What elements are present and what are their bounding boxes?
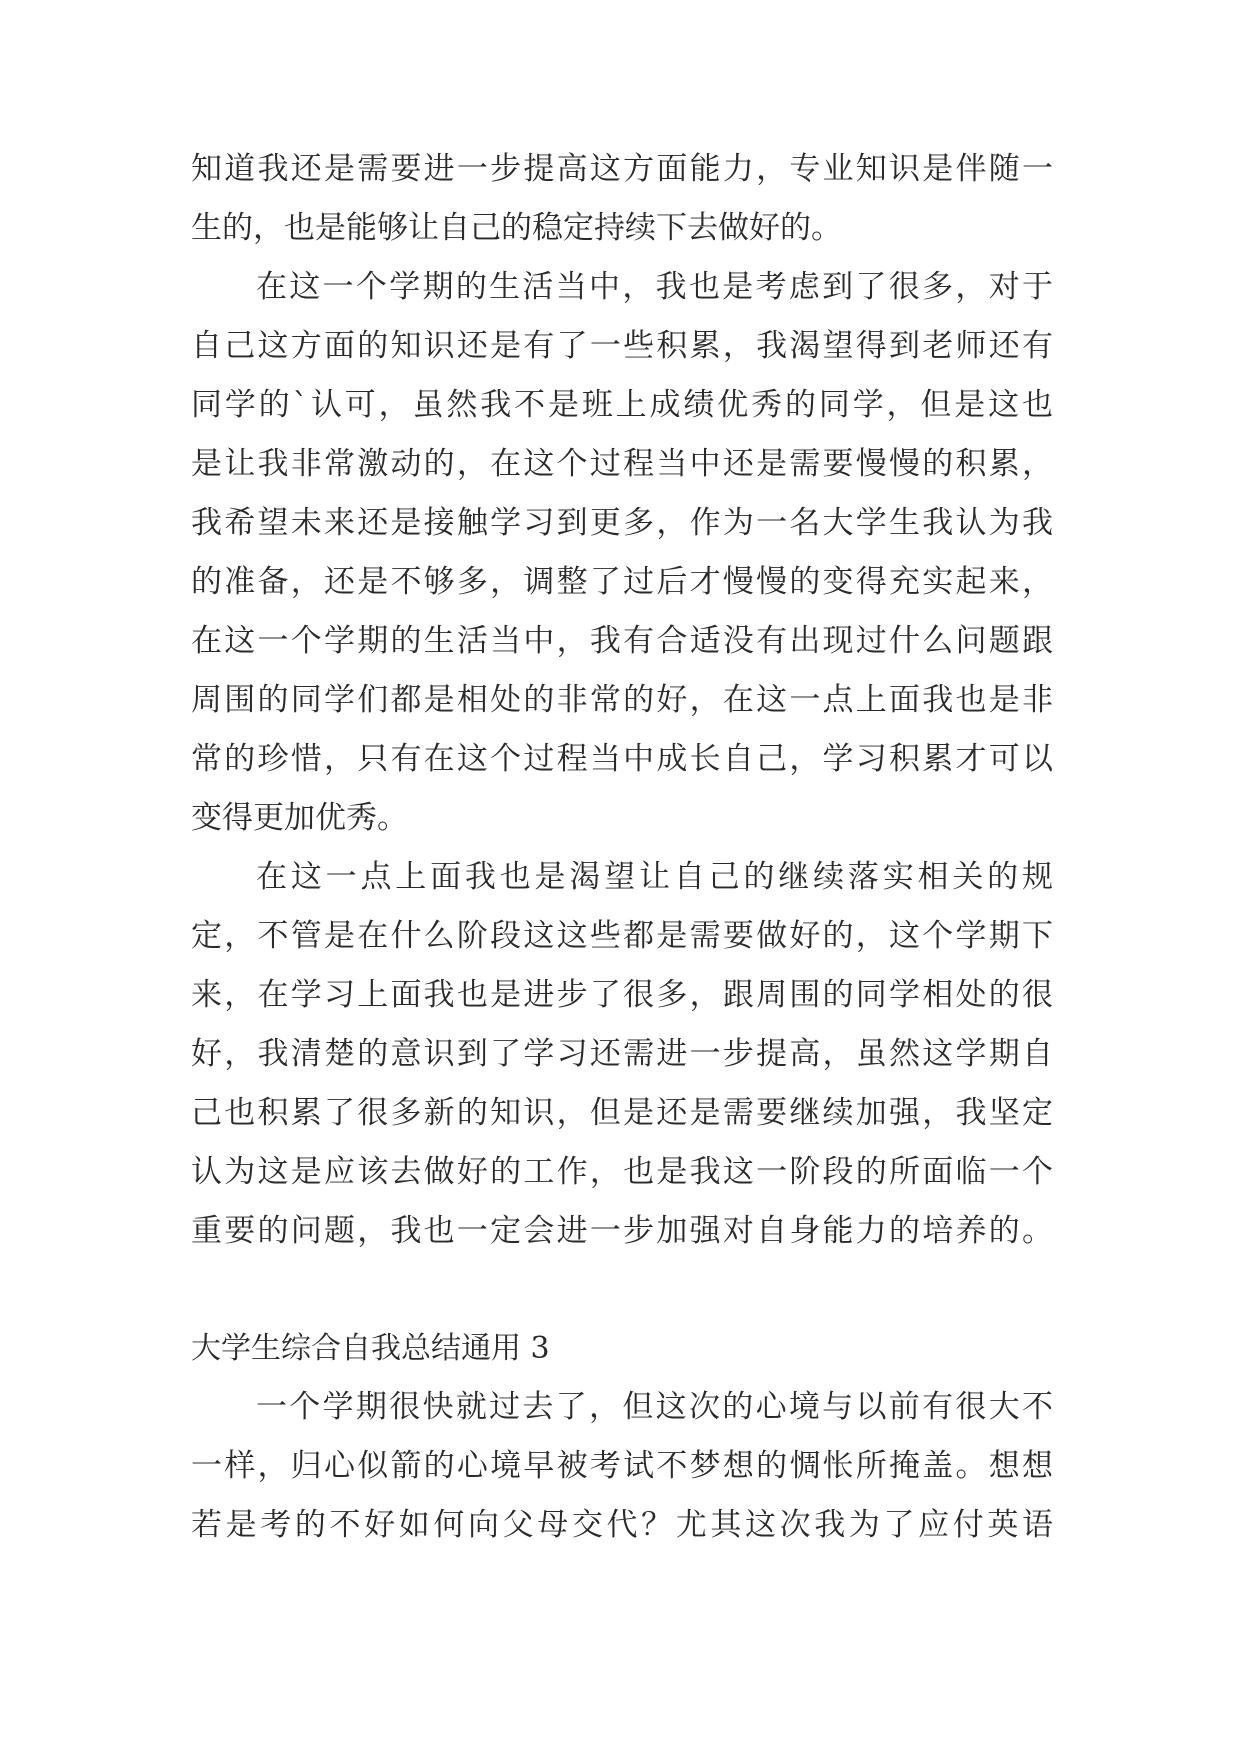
text-line: 若是考的不好如何向父母交代？尤其这次我为了应付英语 [191, 1507, 1053, 1543]
text-line: 是让我非常激动的，在这个过程当中还是需要慢慢的积累， [191, 446, 1053, 482]
text-line: 来，在学习上面我也是进步了很多，跟周围的同学相处的很 [191, 977, 1053, 1013]
document-body [191, 140, 1053, 1555]
text-line: 自己这方面的知识还是有了一些积累，我渴望得到老师还有 [191, 328, 1053, 364]
text-line: 同学的`认可，虽然我不是班上成绩优秀的同学，但是这也 [191, 387, 1053, 423]
paragraph [191, 258, 1053, 848]
text-line: 知道我还是需要进一步提高这方面能力，专业知识是伴随一 [191, 151, 1053, 187]
text-line: 在这一个学期的生活当中，我有合适没有出现过什么问题跟 [191, 623, 1053, 659]
text-line: 生的，也是能够让自己的稳定持续下去做好的。 [191, 210, 842, 246]
text-line: 在这一点上面我也是渴望让自己的继续落实相关的规 [256, 859, 1053, 895]
text-line: 一样，归心似箭的心境早被考试不梦想的惆怅所掩盖。想想 [191, 1448, 1053, 1484]
text-line: 的准备，还是不够多，调整了过后才慢慢的变得充实起来， [191, 564, 1053, 600]
text-line: 定，不管是在什么阶段这这些都是需要做好的，这个学期下 [191, 918, 1053, 954]
text-line: 己也积累了很多新的知识，但是还是需要继续加强，我坚定 [191, 1095, 1053, 1131]
text-line: 常的珍惜，只有在这个过程当中成长自己，学习积累才可以 [191, 741, 1053, 777]
paragraph [191, 140, 1053, 258]
text-line: 周围的同学们都是相处的非常的好，在这一点上面我也是非 [191, 682, 1053, 718]
text-line: 认为这是应该去做好的工作，也是我这一阶段的所面临一个 [191, 1154, 1053, 1190]
text-line: 在这一个学期的生活当中，我也是考虑到了很多，对于 [256, 269, 1053, 305]
section-heading: 大学生综合自我总结通用 3 [191, 1331, 550, 1366]
paragraph-spacer [191, 1261, 1053, 1319]
paragraph [191, 1378, 1053, 1555]
text-line: 好，我清楚的意识到了学习还需进一步提高，虽然这学期自 [191, 1036, 1053, 1072]
paragraph [191, 848, 1053, 1261]
text-line: 一个学期很快就过去了，但这次的心境与以前有很大不 [256, 1389, 1053, 1425]
text-line: 重要的问题，我也一定会进一步加强对自身能力的培养的。 [191, 1213, 1053, 1249]
text-line: 变得更加优秀。 [191, 800, 408, 836]
text-line: 我希望未来还是接触学习到更多，作为一名大学生我认为我 [191, 505, 1053, 541]
